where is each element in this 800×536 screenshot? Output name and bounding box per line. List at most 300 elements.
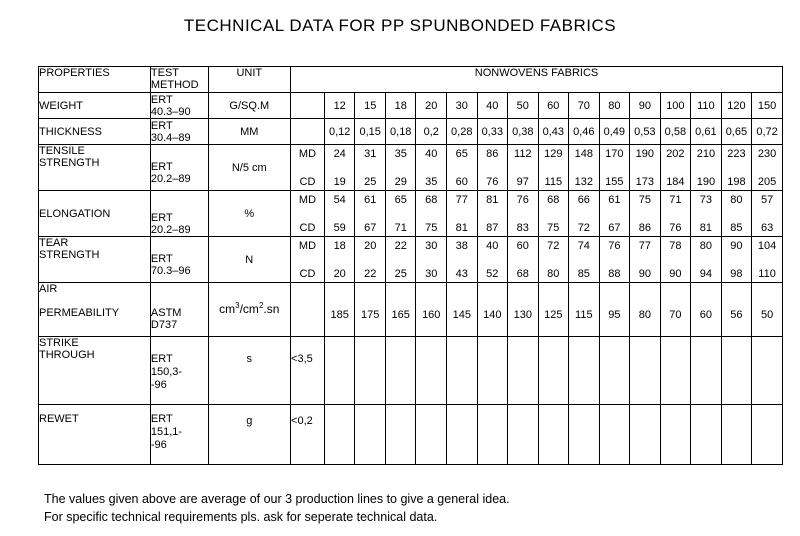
value-cell <box>599 191 630 237</box>
value-cell <box>691 237 722 283</box>
value-cell: 67 <box>364 221 377 234</box>
value-cell: 38 <box>455 239 468 252</box>
value-cell: 80 <box>547 267 560 280</box>
value-cell: 65 <box>455 147 468 160</box>
property-line: WEIGHT <box>39 99 83 112</box>
value-cell: 72 <box>547 239 560 252</box>
method-line: -96 <box>150 439 167 451</box>
value-cell: 175 <box>355 283 386 337</box>
value-cell <box>752 237 783 283</box>
value-cell: 148 <box>574 147 593 160</box>
empty-cell <box>447 337 478 405</box>
method-line: -96 <box>150 379 167 391</box>
value-cell <box>630 191 661 237</box>
header-unit: UNIT <box>208 67 291 93</box>
method-weight <box>150 93 208 119</box>
value-cell: 54 <box>333 193 346 206</box>
row-strike <box>39 337 783 405</box>
value-cell <box>416 191 447 237</box>
value-cell-stack <box>539 148 569 188</box>
unit-tensile: N/5 cm <box>208 145 291 191</box>
value-cell <box>538 145 569 191</box>
property-line: AIR <box>39 283 58 295</box>
property-tensile <box>39 145 151 191</box>
value-cell <box>691 145 722 191</box>
side-strike: <3,5 <box>291 337 325 405</box>
value-cell: 120 <box>721 93 752 119</box>
unit-thickness: MM <box>208 119 291 145</box>
empty-cell <box>752 337 783 405</box>
method-line: ASTM <box>150 307 182 319</box>
value-cell-stack <box>447 194 477 234</box>
value-cell <box>477 237 508 283</box>
empty-cell <box>721 337 752 405</box>
unit-elongation: % <box>208 191 291 237</box>
empty-cell <box>660 405 691 465</box>
row-rewet <box>39 405 783 465</box>
value-cell: 56 <box>721 283 752 337</box>
value-cell: 130 <box>508 283 539 337</box>
value-cell: 75 <box>547 221 560 234</box>
value-cell: 24 <box>333 147 346 160</box>
value-cell: 150 <box>752 93 783 119</box>
value-cell-stack <box>325 240 355 280</box>
property-line: THICKNESS <box>39 125 102 138</box>
value-cell: 19 <box>333 175 346 188</box>
value-cell: 60 <box>691 283 722 337</box>
value-cell <box>599 145 630 191</box>
value-cell-stack <box>600 148 630 188</box>
empty-cell <box>721 405 752 465</box>
value-cell-stack <box>661 148 691 188</box>
method-line: 20.2–89 <box>150 172 191 185</box>
value-cell: 190 <box>635 147 655 160</box>
page-title: TECHNICAL DATA FOR PP SPUNBONDED FABRICS <box>183 16 617 35</box>
method-line: 151,1- <box>150 426 183 438</box>
value-cell: 0,28 <box>447 119 478 145</box>
empty-cell <box>477 337 508 405</box>
value-cell: 88 <box>608 267 621 280</box>
value-cell-stack <box>569 148 599 188</box>
value-cell-stack <box>722 240 752 280</box>
value-cell-stack <box>325 148 355 188</box>
value-cell <box>477 145 508 191</box>
side-weight <box>291 93 325 119</box>
value-cell <box>355 237 386 283</box>
unit-part: cm <box>219 302 236 316</box>
value-cell: 25 <box>364 175 377 188</box>
value-cell: 140 <box>477 283 508 337</box>
method-line: ERT <box>150 119 173 132</box>
value-cell: 68 <box>425 193 438 206</box>
value-cell: 205 <box>757 175 777 188</box>
method-line: ERT <box>150 353 173 365</box>
value-cell: 0,38 <box>508 119 539 145</box>
value-cell: 57 <box>760 193 774 206</box>
value-cell: 165 <box>385 283 416 337</box>
empty-cell <box>691 337 722 405</box>
value-cell <box>508 145 539 191</box>
md-cd-label-stack <box>291 194 324 234</box>
value-cell <box>447 237 478 283</box>
property-air <box>39 283 151 337</box>
value-cell: 70 <box>660 283 691 337</box>
value-cell: 155 <box>605 175 624 188</box>
value-cell: 230 <box>757 147 777 160</box>
header-test-method-line: TEST <box>150 67 180 79</box>
value-cell: 115 <box>569 283 600 337</box>
value-cell <box>569 145 600 191</box>
empty-cell <box>416 405 447 465</box>
value-cell: 170 <box>605 147 624 160</box>
empty-cell <box>569 337 600 405</box>
row-tensile <box>39 145 783 191</box>
value-cell: 0,65 <box>721 119 752 145</box>
value-cell: 0,72 <box>752 119 783 145</box>
value-cell <box>538 237 569 283</box>
value-cell-stack <box>539 194 569 234</box>
value-cell: 0,12 <box>324 119 355 145</box>
side-md-cd-tensile <box>291 145 325 191</box>
value-cell: 115 <box>544 175 563 188</box>
value-cell: 98 <box>730 267 743 280</box>
value-cell: 72 <box>577 221 590 234</box>
value-cell-stack <box>600 240 630 280</box>
method-tear <box>150 237 208 283</box>
property-line: TEAR <box>39 237 69 249</box>
method-line: 40.3–90 <box>150 105 191 118</box>
value-cell: 52 <box>486 267 499 280</box>
empty-cell <box>447 405 478 465</box>
property-thickness <box>39 119 151 145</box>
value-cell: 0,18 <box>385 119 416 145</box>
value-cell: 50 <box>508 93 539 119</box>
value-cell: 31 <box>364 147 377 160</box>
method-line: ERT <box>150 160 173 173</box>
value-cell: 76 <box>669 221 682 234</box>
value-cell: 100 <box>660 93 691 119</box>
value-cell: 60 <box>455 175 468 188</box>
value-cell: 85 <box>577 267 590 280</box>
value-cell: 0,43 <box>538 119 569 145</box>
header-nonwovens: NONWOVENS FABRICS <box>291 67 783 93</box>
value-cell: 83 <box>516 221 529 234</box>
value-cell: 71 <box>669 193 682 206</box>
value-cell: 76 <box>516 193 529 206</box>
value-cell: 61 <box>608 193 621 206</box>
value-cell: 40 <box>486 239 499 252</box>
unit-part: 3 <box>235 301 240 310</box>
value-cell-stack <box>691 194 721 234</box>
empty-cell <box>599 405 630 465</box>
value-cell-stack <box>661 194 691 234</box>
value-cell: 65 <box>394 193 407 206</box>
value-cell-stack <box>355 240 385 280</box>
value-cell: 75 <box>425 221 438 234</box>
method-thickness <box>150 119 208 145</box>
method-elongation <box>150 191 208 237</box>
value-cell-stack <box>752 194 782 234</box>
md-cd-label: MD <box>298 239 317 252</box>
empty-cell <box>538 405 569 465</box>
value-cell: 145 <box>447 283 478 337</box>
value-cell: 63 <box>760 221 774 234</box>
method-line: 30.4–89 <box>150 131 191 144</box>
value-cell: 86 <box>486 147 499 160</box>
property-rewet <box>39 405 151 465</box>
empty-cell <box>324 405 355 465</box>
property-tear <box>39 237 151 283</box>
value-cell <box>416 237 447 283</box>
method-line: ERT <box>150 252 173 265</box>
method-line: ERT <box>150 93 173 106</box>
value-cell: 80 <box>699 239 712 252</box>
empty-cell <box>538 337 569 405</box>
value-cell <box>385 237 416 283</box>
empty-cell <box>630 405 661 465</box>
value-cell: 173 <box>635 175 655 188</box>
value-cell-stack <box>752 240 782 280</box>
value-cell: 0,49 <box>599 119 630 145</box>
value-cell: 76 <box>486 175 499 188</box>
value-cell: 22 <box>364 267 377 280</box>
value-cell: 198 <box>727 175 746 188</box>
value-cell: 60 <box>516 239 529 252</box>
md-cd-label: CD <box>299 267 316 280</box>
value-cell-stack <box>447 148 477 188</box>
value-cell-stack <box>478 240 508 280</box>
value-cell: 68 <box>547 193 560 206</box>
method-tensile <box>150 145 208 191</box>
empty-cell <box>416 337 447 405</box>
value-cell: 67 <box>608 221 621 234</box>
value-cell: 94 <box>699 267 712 280</box>
value-cell <box>721 237 752 283</box>
value-cell <box>660 145 691 191</box>
value-cell: 29 <box>394 175 407 188</box>
method-air <box>150 283 208 337</box>
value-cell-stack <box>539 240 569 280</box>
md-cd-label-stack <box>291 240 324 280</box>
value-cell <box>721 191 752 237</box>
value-cell: 43 <box>455 267 468 280</box>
empty-cell <box>508 337 539 405</box>
unit-strike: s <box>208 337 291 405</box>
value-cell: 20 <box>333 267 346 280</box>
empty-cell <box>569 405 600 465</box>
value-cell: 77 <box>455 193 468 206</box>
value-cell-stack <box>386 194 416 234</box>
method-line: ERT <box>150 212 173 224</box>
empty-cell <box>324 337 355 405</box>
value-cell-stack <box>386 240 416 280</box>
empty-cell <box>385 405 416 465</box>
value-cell: 90 <box>630 93 661 119</box>
value-cell-stack <box>722 148 752 188</box>
empty-cell <box>660 337 691 405</box>
value-cell: 86 <box>638 221 651 234</box>
value-cell <box>660 191 691 237</box>
value-cell-stack <box>325 194 355 234</box>
value-cell: 110 <box>758 267 776 280</box>
value-cell: 132 <box>574 175 593 188</box>
value-cell: 15 <box>355 93 386 119</box>
unit-part: .sn <box>263 302 280 316</box>
value-cell: 112 <box>514 147 532 160</box>
value-cell <box>385 191 416 237</box>
md-cd-label: CD <box>299 221 316 234</box>
property-line: STRIKE <box>39 337 79 349</box>
md-cd-label: MD <box>298 193 317 206</box>
value-cell <box>324 191 355 237</box>
value-cell: 80 <box>730 193 743 206</box>
footer-notes <box>44 490 510 526</box>
value-cell <box>324 237 355 283</box>
value-cell-stack <box>691 148 721 188</box>
value-cell-stack <box>600 194 630 234</box>
empty-cell <box>508 405 539 465</box>
value-cell: 35 <box>394 147 407 160</box>
value-cell-stack <box>478 148 508 188</box>
value-cell <box>569 191 600 237</box>
value-cell <box>324 145 355 191</box>
empty-cell <box>599 337 630 405</box>
value-cell: 87 <box>486 221 499 234</box>
empty-cell <box>385 337 416 405</box>
method-line: D737 <box>150 319 178 331</box>
property-line: STRENGTH <box>39 249 100 261</box>
value-cell-stack <box>416 148 446 188</box>
value-cell: 104 <box>757 239 777 252</box>
value-cell-stack <box>447 240 477 280</box>
value-cell: 90 <box>730 239 743 252</box>
value-cell-stack <box>722 194 752 234</box>
value-cell-stack <box>355 194 385 234</box>
empty-cell <box>630 337 661 405</box>
value-cell: 125 <box>538 283 569 337</box>
empty-cell <box>477 405 508 465</box>
value-cell: 0,15 <box>355 119 386 145</box>
value-cell-stack <box>508 240 538 280</box>
property-weight <box>39 93 151 119</box>
value-cell: 77 <box>638 239 651 252</box>
value-cell: 0,46 <box>569 119 600 145</box>
value-cell: 81 <box>699 221 712 234</box>
header-properties: PROPERTIES <box>39 67 151 93</box>
row-air <box>39 283 783 337</box>
unit-part: /cm <box>239 302 259 316</box>
value-cell-stack <box>661 240 691 280</box>
value-cell <box>355 145 386 191</box>
value-cell: 90 <box>638 267 651 280</box>
value-cell: 61 <box>364 193 377 206</box>
row-elongation <box>39 191 783 237</box>
value-cell: 30 <box>447 93 478 119</box>
empty-cell <box>691 405 722 465</box>
value-cell: 129 <box>544 147 563 160</box>
value-cell: 18 <box>385 93 416 119</box>
value-cell: 80 <box>599 93 630 119</box>
value-cell-stack <box>630 148 660 188</box>
value-cell: 97 <box>516 175 529 188</box>
value-cell-stack <box>478 194 508 234</box>
value-cell: 81 <box>486 193 499 206</box>
value-cell-stack <box>416 194 446 234</box>
value-cell: 184 <box>666 175 685 188</box>
value-cell: 25 <box>394 267 407 280</box>
value-cell-stack <box>508 148 538 188</box>
footer-line: For specific technical requirements pls. ask for seperate technical data. <box>44 510 438 524</box>
header-test-method <box>150 67 208 93</box>
row-weight <box>39 93 783 119</box>
side-air <box>291 283 325 337</box>
property-line: ELONGATION <box>39 207 111 220</box>
method-line: 20.2–89 <box>150 224 191 236</box>
value-cell: 81 <box>455 221 468 234</box>
property-line: STRENGTH <box>39 157 100 169</box>
value-cell: 20 <box>364 239 377 252</box>
value-cell: 66 <box>577 193 590 206</box>
property-line: REWET <box>39 413 79 425</box>
value-cell: 18 <box>333 239 346 252</box>
value-cell-stack <box>569 194 599 234</box>
value-cell: 70 <box>569 93 600 119</box>
value-cell <box>752 145 783 191</box>
unit-tear: N <box>208 237 291 283</box>
value-cell: 35 <box>425 175 438 188</box>
row-thickness <box>39 119 783 145</box>
value-cell: 160 <box>416 283 447 337</box>
header-test-method-line: METHOD <box>150 79 199 91</box>
value-cell: 68 <box>516 267 529 280</box>
md-cd-label: MD <box>298 147 317 160</box>
value-cell: 20 <box>416 93 447 119</box>
value-cell-stack <box>752 148 782 188</box>
value-cell <box>416 145 447 191</box>
value-cell: 0,33 <box>477 119 508 145</box>
property-line: PERMEABILITY <box>39 307 120 319</box>
value-cell-stack <box>691 240 721 280</box>
value-cell-stack <box>355 148 385 188</box>
value-cell: 210 <box>696 147 716 160</box>
value-cell <box>508 237 539 283</box>
empty-cell <box>752 405 783 465</box>
method-line: ERT <box>150 413 173 425</box>
value-cell: 110 <box>691 93 722 119</box>
property-strike <box>39 337 151 405</box>
value-cell <box>752 191 783 237</box>
empty-cell <box>355 337 386 405</box>
value-cell: 0,61 <box>691 119 722 145</box>
value-cell-stack <box>386 148 416 188</box>
value-cell <box>355 191 386 237</box>
value-cell-stack <box>569 240 599 280</box>
header-row <box>39 67 783 93</box>
method-line: 70.3–96 <box>150 264 191 277</box>
side-rewet: <0,2 <box>291 405 325 465</box>
value-cell: 76 <box>608 239 621 252</box>
value-cell: 85 <box>730 221 743 234</box>
value-cell: 75 <box>638 193 651 206</box>
method-rewet <box>150 405 208 465</box>
value-cell <box>660 237 691 283</box>
method-strike <box>150 337 208 405</box>
value-cell: 74 <box>577 239 590 252</box>
value-cell-stack <box>416 240 446 280</box>
value-cell: 12 <box>324 93 355 119</box>
value-cell: 50 <box>752 283 783 337</box>
value-cell: 71 <box>394 221 407 234</box>
